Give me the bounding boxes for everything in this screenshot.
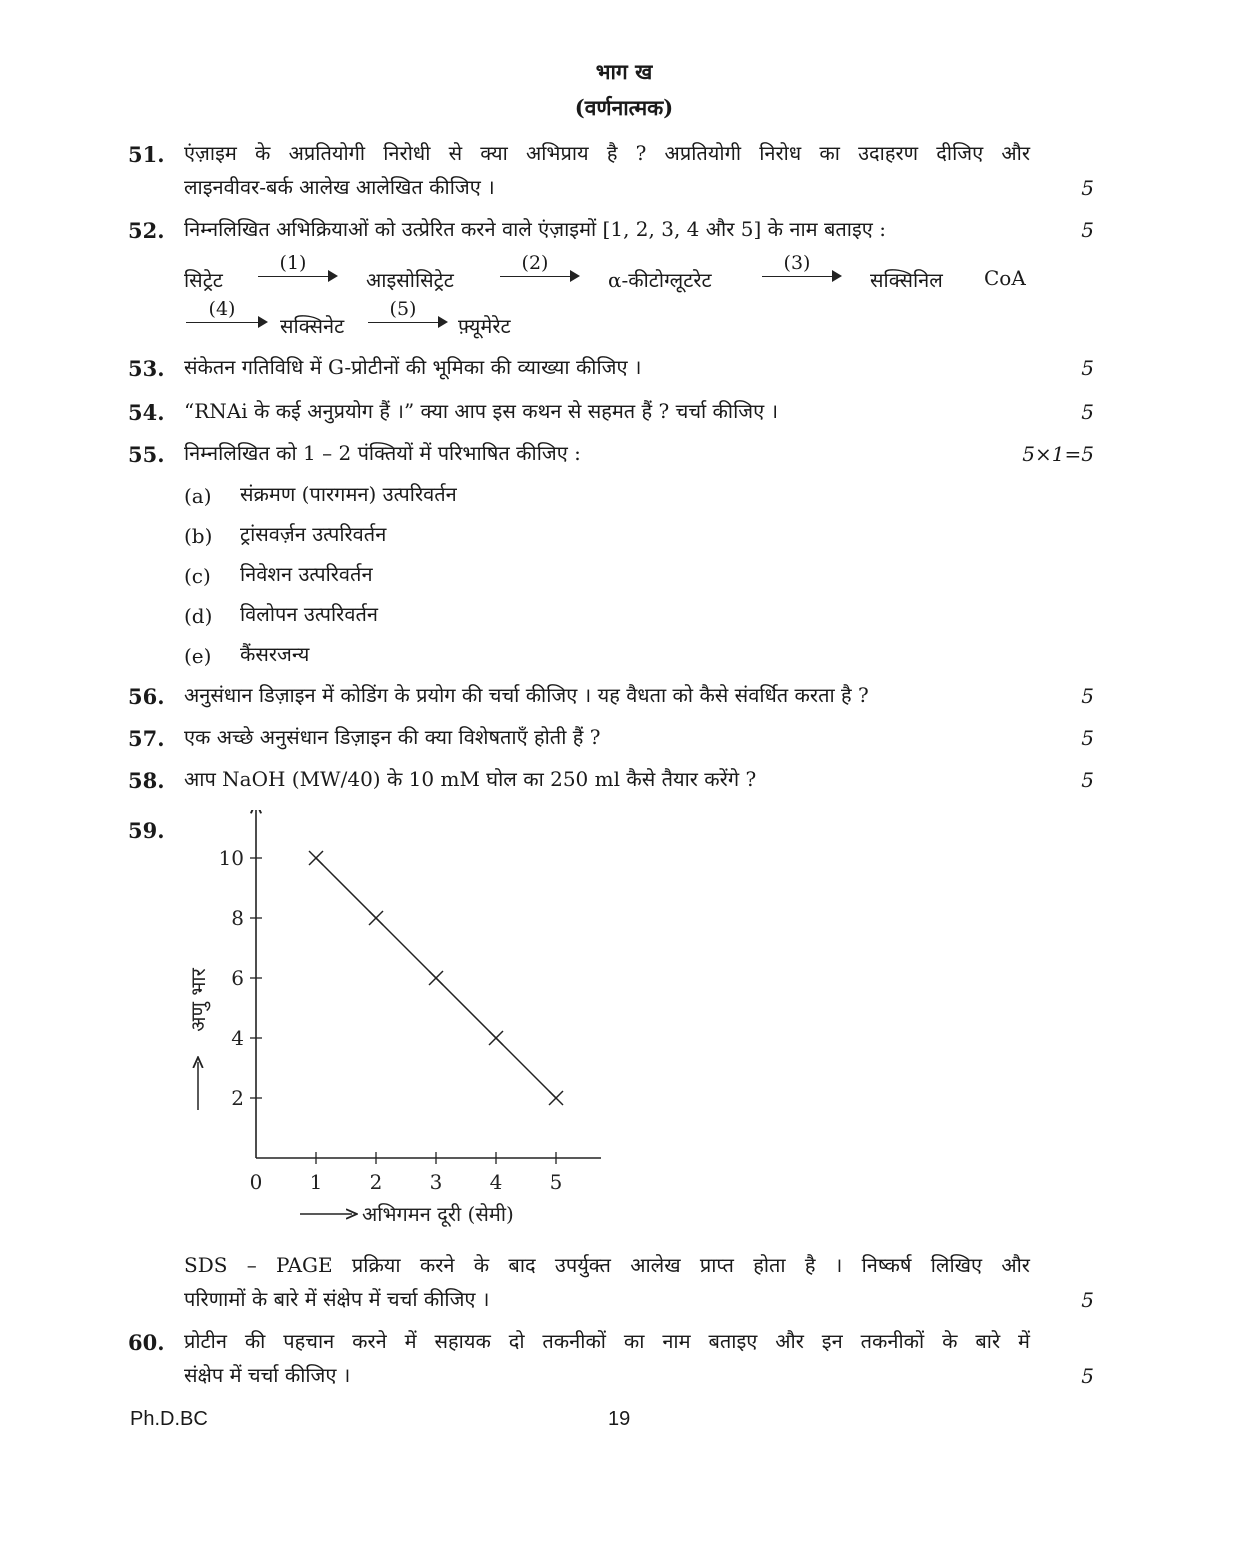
substrate-coa: CoA (984, 266, 1026, 290)
reaction-arrow-1 (258, 252, 338, 290)
enzyme-label-5: (5) (389, 298, 417, 320)
x-tick-label: 0 (249, 1170, 263, 1194)
substrate-isocitrate: आइसोसिट्रेट (366, 268, 454, 292)
question-text: संक्षेप में चर्चा कीजिए । (184, 1363, 351, 1387)
data-point (309, 851, 323, 865)
question-text: परिणामों के बारे में संक्षेप में चर्चा कीजिए । (184, 1287, 490, 1311)
section-subtitle: (वर्णनात्मक) (574, 95, 674, 120)
marks: 5 (1081, 1364, 1094, 1388)
reaction-arrow-5 (368, 298, 448, 336)
substrate-succinate: सक्सिनेट (280, 314, 345, 338)
reaction-arrow-4 (186, 298, 268, 336)
marks: 5×1=5 (1022, 442, 1094, 466)
paper-code: Ph.D.BC (130, 1408, 208, 1430)
question-text: एंज़ाइम के अप्रतियोगी निरोधी से क्या अभिप्राय है ? अप्रतियोगी निरोध का उदाहरण दीजिए और (184, 141, 1030, 165)
marks: 5 (1081, 1288, 1094, 1312)
page-number: 19 (608, 1408, 631, 1430)
question-text: “RNAi के कई अनुप्रयोग हैं ।” क्या आप इस कथन से सहमत हैं ? चर्चा कीजिए । (184, 399, 779, 423)
enzyme-label-2: (2) (521, 252, 549, 274)
question-number: 51. (128, 142, 165, 167)
enzyme-label-4: (4) (208, 298, 236, 320)
question-text: निम्नलिखित को 1 – 2 पंक्तियों में परिभाषित कीजिए : (184, 441, 581, 465)
marks: 5 (1081, 176, 1094, 200)
x-tick-label: 3 (429, 1170, 443, 1194)
y-tick-label: 8 (231, 906, 244, 930)
marks: 5 (1081, 400, 1094, 424)
question-text: प्रोटीन की पहचान करने में सहायक दो तकनीकों का नाम बताइए और इन तकनीकों के बारे में (184, 1329, 1030, 1353)
marks: 5 (1081, 356, 1094, 380)
substrate-succinyl: सक्सिनिल (870, 268, 943, 292)
question-number: 59. (128, 818, 165, 843)
question-number: 52. (128, 218, 165, 243)
item-text: संक्रमण (पारगमन) उत्परिवर्तन (240, 482, 457, 506)
y-tick-label: 2 (231, 1086, 244, 1110)
item-text: निवेशन उत्परिवर्तन (240, 562, 373, 586)
data-point (369, 911, 383, 925)
x-tick-label: 2 (369, 1170, 383, 1194)
substrate-citrate: सिट्रेट (184, 268, 223, 292)
item-text: कैंसरजन्य (240, 642, 310, 666)
question-number: 55. (128, 442, 165, 467)
question-number: 53. (128, 356, 165, 381)
question-text: संकेतन गतिविधि में G-प्रोटीनों की भूमिका की व्याख्या कीजिए । (184, 355, 642, 379)
item-text: विलोपन उत्परिवर्तन (240, 602, 378, 626)
x-axis-label: अभिगमन दूरी (सेमी) (362, 1202, 514, 1226)
enzyme-label-3: (3) (783, 252, 811, 274)
marks: 5 (1081, 684, 1094, 708)
item-text: ट्रांसवर्ज़न उत्परिवर्तन (240, 522, 387, 546)
reaction-arrow-3 (762, 252, 842, 290)
item-label: (d) (184, 604, 213, 628)
marks: 5 (1081, 218, 1094, 242)
data-point (549, 1091, 563, 1105)
y-tick-label: 4 (231, 1026, 244, 1050)
item-label: (e) (184, 644, 212, 668)
item-label: (a) (184, 484, 212, 508)
question-number: 54. (128, 400, 165, 425)
substrate-alpha-ketoglutarate: α-कीटोग्लूटरेट (608, 268, 712, 292)
item-label: (b) (184, 524, 213, 548)
x-tick-label: 5 (549, 1170, 563, 1194)
marks: 5 (1081, 768, 1094, 792)
question-text: एक अच्छे अनुसंधान डिज़ाइन की क्या विशेषताएँ होती हैं ? (184, 725, 601, 749)
question-number: 58. (128, 768, 165, 793)
section-title: भाग ख (595, 59, 653, 84)
chart (170, 810, 630, 1240)
reaction-arrow-2 (500, 252, 580, 290)
x-tick-label: 1 (309, 1170, 323, 1194)
question-text: SDS – PAGE प्रक्रिया करने के बाद उपर्युक्त आलेख प्राप्त होता है । निष्कर्ष लिखिए और (184, 1253, 1030, 1277)
item-label: (c) (184, 564, 211, 588)
y-tick-label: 6 (231, 966, 244, 990)
question-text: लाइनवीवर-बर्क आलेख आलेखित कीजिए । (184, 175, 495, 199)
question-text: निम्नलिखित अभिक्रियाओं को उत्प्रेरित करने वाले एंज़ाइमों [1, 2, 3, 4 और 5] के नाम बताइए : (184, 217, 886, 241)
question-text: आप NaOH (MW/40) के 10 mM घोल का 250 ml कैसे तैयार करेंगे ? (184, 767, 757, 791)
question-number: 56. (128, 684, 165, 709)
x-tick-label: 4 (489, 1170, 503, 1194)
question-text: अनुसंधान डिज़ाइन में कोडिंग के प्रयोग की चर्चा कीजिए । यह वैधता को कैसे संवर्धित करता है ? (184, 683, 869, 707)
question-number: 57. (128, 726, 165, 751)
y-axis-label: अणु भार (186, 968, 210, 1032)
y-tick-label: 10 (218, 846, 244, 870)
question-number: 60. (128, 1330, 165, 1355)
data-point (489, 1031, 503, 1045)
data-point (429, 971, 443, 985)
marks: 5 (1081, 726, 1094, 750)
substrate-fumarate: फ़्यूमेरेट (458, 314, 511, 338)
enzyme-label-1: (1) (279, 252, 307, 274)
